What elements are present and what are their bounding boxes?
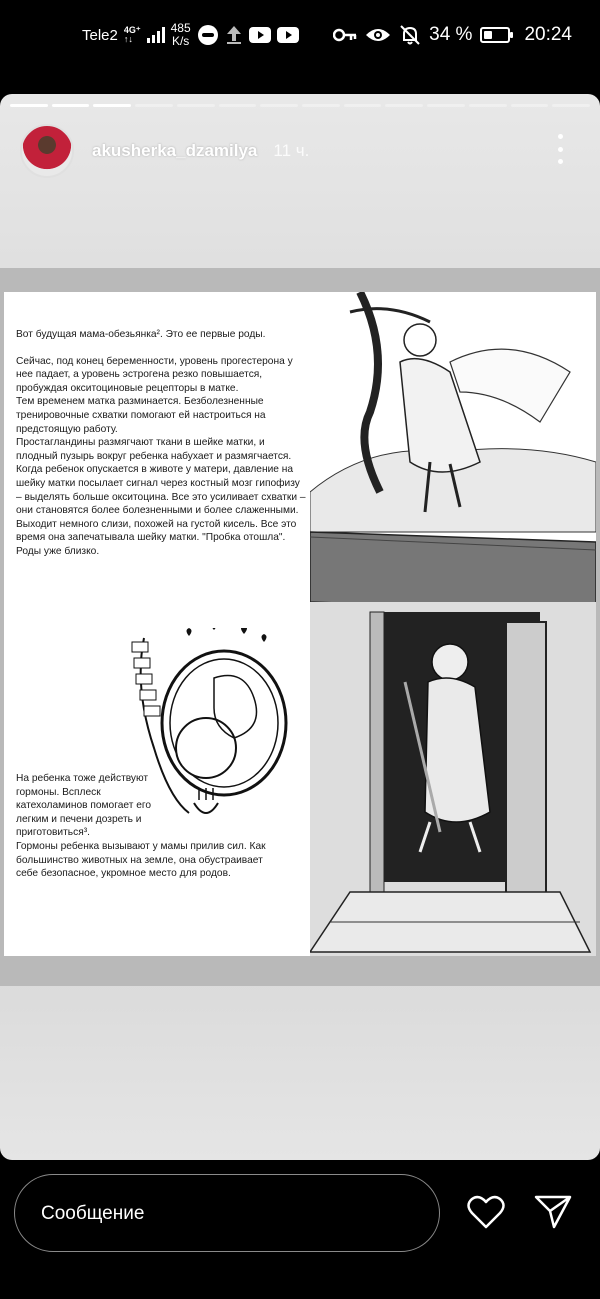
progress-segment xyxy=(469,104,507,107)
upload-icon xyxy=(225,25,243,45)
youtube-icon xyxy=(277,27,299,43)
progress-segment xyxy=(385,104,423,107)
post-time: 11 ч. xyxy=(273,141,310,160)
book-paragraph: Выходит немного слизи, похожей на густой кисель. Все это время она запечатывала шейку матки. "Пробка отошла". xyxy=(16,518,297,544)
progress-segment xyxy=(52,104,90,107)
app-icon xyxy=(197,24,219,46)
progress-segment xyxy=(552,104,590,107)
mute-bell-icon xyxy=(399,24,421,46)
clock: 20:24 xyxy=(524,24,572,45)
progress-segment xyxy=(344,104,382,107)
status-bar xyxy=(0,0,600,76)
progress-segment xyxy=(177,104,215,107)
book-paragraph: Тем временем матка разминается. Безболезненные тренировочные схватки помогают ей настроиться на предстоящую работу. xyxy=(16,396,266,435)
progress-segment xyxy=(427,104,465,107)
message-input[interactable] xyxy=(14,1174,440,1252)
book-paragraph: Когда ребенок опускается в животе у матери, давление на шейку матки посылает сигнал через костный мозг гипофизу – выделять больше окситоцина. Все это усиливает схватки – они становятся более болезненными и более слаженными. xyxy=(16,464,306,517)
book-paragraph: Роды уже близко. xyxy=(16,545,100,557)
network-bottom: ↑↓ xyxy=(123,34,133,44)
heart-icon[interactable] xyxy=(466,1194,506,1230)
network-speed xyxy=(171,22,191,48)
message-placeholder: Сообщение xyxy=(41,1203,145,1224)
story-image xyxy=(0,268,600,986)
network-top: 4G⁺ xyxy=(123,25,141,35)
progress-segment-fill xyxy=(52,104,90,107)
signal-icon xyxy=(147,27,165,43)
speed-unit: K/s xyxy=(171,34,190,48)
speed-value: 485 xyxy=(170,21,191,35)
progress-segment xyxy=(260,104,298,107)
network-type xyxy=(124,26,141,44)
book-page xyxy=(4,292,596,956)
book-text-bottom xyxy=(16,772,306,881)
status-left xyxy=(82,22,299,48)
more-options-icon[interactable] xyxy=(550,134,570,164)
girl-illustration xyxy=(310,292,596,956)
book-paragraph: Простагландины размягчают ткани в шейке матки, и плодный пузырь вокруг ребенка набухает и размягчается. xyxy=(16,437,292,462)
carrier-label: Tele2 xyxy=(82,26,118,44)
progress-segment xyxy=(302,104,340,107)
battery-icon xyxy=(480,27,510,43)
progress-segment xyxy=(93,104,131,107)
eye-icon xyxy=(365,27,391,43)
progress-segment-fill xyxy=(10,104,48,107)
story-viewer[interactable] xyxy=(0,94,600,1160)
youtube-icon xyxy=(249,27,271,43)
progress-segment xyxy=(219,104,257,107)
battery-fill xyxy=(484,31,491,39)
story-header xyxy=(20,124,309,178)
book-intro: Вот будущая мама-обезьянка². Это ее первые роды. xyxy=(16,329,266,340)
book-paragraph: Сейчас, под конец беременности, уровень прогестерона у нее падает, а уровень эстрогена резко повышается, пробуждая окситоциновые рецепторы в матке. xyxy=(16,355,293,394)
story-progress-bar xyxy=(10,104,590,107)
book-text xyxy=(16,328,306,559)
send-icon[interactable] xyxy=(534,1194,572,1230)
side-note: На ребенка тоже действуют гормоны. Всплеск катехоламинов помогает его легким и печени дозреть и приготовиться³. xyxy=(16,773,152,839)
status-right xyxy=(333,24,572,46)
battery-percent: 34 % xyxy=(429,24,473,45)
progress-segment xyxy=(511,104,549,107)
username[interactable]: akusherka_dzamilya xyxy=(92,141,258,160)
progress-segment xyxy=(135,104,173,107)
progress-segment xyxy=(10,104,48,107)
progress-segment-fill xyxy=(93,104,131,107)
closing-paragraph: Гормоны ребенка вызывают у мамы прилив сил. Как большинство животных на земле, она обустраивает себе безопасное, укромное место для родов. xyxy=(16,840,266,880)
avatar[interactable] xyxy=(20,124,74,178)
key-icon xyxy=(333,28,357,42)
bottom-bar xyxy=(0,1160,600,1299)
